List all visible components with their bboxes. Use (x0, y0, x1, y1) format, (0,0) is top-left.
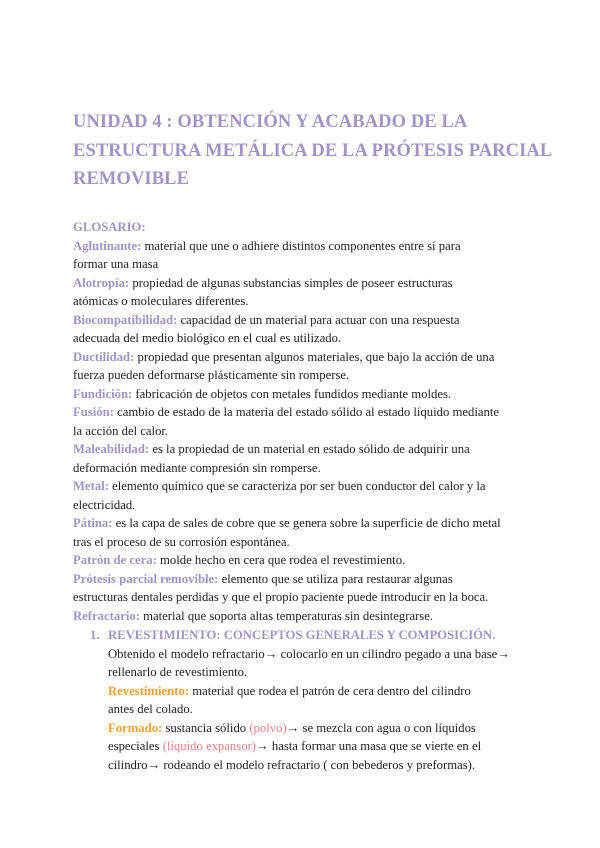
glossary-definition-cont: fuerza pueden deformarse plásticamente sin romperse. (73, 368, 350, 382)
glossary-term: Fusión: (73, 405, 114, 419)
glossary-term: Metal: (73, 479, 109, 493)
glossary-term: Pátina: (73, 516, 113, 530)
entry-line (73, 607, 543, 626)
glossary-term: Patrón de cera: (73, 553, 157, 567)
entry-line (73, 237, 543, 256)
glossary-definition: propiedad de algunas substancias simples de poseer estructuras (129, 275, 453, 290)
formado-line-3: cilindro→ rodeando el modelo refractario ( con bebederos y preformas). (108, 757, 476, 772)
formado-text: → hasta formar una masa que se vierte en el (255, 739, 482, 753)
glossary-entry-refractario (73, 607, 543, 626)
glossary-definition-cont: deformación mediante compresión sin romperse. (73, 460, 321, 475)
formado-text: especiales (108, 739, 163, 753)
unit-title-line-3: REMOVIBLE (73, 169, 190, 189)
glossary-term: Maleabilidad: (73, 442, 150, 456)
glossary-definition: propiedad que presentan algunos materiales, que bajo la acción de una (134, 349, 495, 364)
glossary-definition-cont: formar una masa (73, 257, 159, 271)
glossary-definition: elemento que se utiliza para restaurar algunas (218, 571, 453, 586)
revestimiento-definition-cont: antes del colado. (108, 702, 193, 716)
glossary-definition-cont: tras el proceso de su corrosión espontánea. (73, 534, 290, 549)
glossary-term: Refractario: (73, 608, 140, 623)
entry-line (73, 311, 543, 330)
glossary-definition: es la propiedad de un material en estado sólido de adquirir una (149, 442, 470, 456)
glossary-entry-patina (73, 514, 543, 551)
entry-line (73, 514, 543, 533)
glossary-term: Biocompatibilidad: (73, 312, 178, 327)
section-intro-line-2: rellenarlo de revestimiento. (108, 665, 248, 679)
glossary-definition-cont: atómicas o moleculares diferentes. (73, 294, 249, 308)
section-intro-line-1: Obtenido el modelo refractario→ colocarlo en un cilindro pegado a una base→ (108, 646, 510, 661)
formado-polvo: (polvo) (249, 720, 287, 735)
glossary-definition-cont: adecuada del medio biológico en el cual es utilizado. (73, 331, 342, 345)
glossary-definition-cont: electricidad. (73, 497, 136, 512)
glossary-term: Ductilidad: (73, 349, 135, 364)
formado-text: → se mezcla con agua o con líquidos (286, 720, 476, 735)
glossary (73, 218, 543, 625)
glossary-term: Prótesis parcial removible: (73, 571, 219, 586)
glossary-definition-cont: estructuras dentales perdidas y que el propio paciente puede introducir en la boca. (73, 590, 489, 604)
glossary-entry-ductilidad (73, 348, 543, 385)
formado-term: Formado: (108, 720, 163, 735)
glossary-entry-metal (73, 477, 543, 514)
formado-text: sustancia sólido (162, 720, 250, 735)
formado-line-2 (108, 737, 543, 756)
glossary-entry-patron-de-cera (73, 551, 543, 570)
section-number: 1. (90, 628, 100, 642)
entry-line (73, 440, 543, 459)
glossary-term: Alotropía: (73, 275, 130, 290)
entry-line (73, 403, 543, 422)
glossary-entry-aglutinante (73, 237, 543, 274)
section-revestimiento (73, 626, 543, 774)
glossary-definition: capacidad de un material para actuar con una respuesta (177, 312, 460, 327)
glossary-heading: GLOSARIO: (73, 220, 146, 234)
revestimiento-definition-line (108, 682, 543, 701)
glossary-definition-cont: la acción del calor. (73, 423, 169, 438)
section-heading (73, 626, 543, 645)
entry-line (73, 551, 543, 570)
unit-title-line-2: ESTRUCTURA METÁLICA DE LA PRÓTESIS PARCIAL (73, 140, 553, 161)
glossary-entry-alotropia (73, 274, 543, 311)
glossary-entry-maleabilidad (73, 440, 543, 477)
glossary-term: Aglutinante: (73, 238, 142, 253)
formado-line-1 (108, 719, 543, 738)
section-body (73, 645, 543, 775)
section-title: REVESTIMIENTO: CONCEPTOS GENERALES Y COMPOSICIÓN. (108, 628, 496, 642)
formado-liquido-expansor: (líquido expansor) (162, 739, 256, 753)
entry-line (73, 274, 543, 293)
glossary-definition: fabricación de objetos con metales fundidos mediante moldes. (132, 386, 452, 401)
entry-line (73, 348, 543, 367)
glossary-entry-biocompatibilidad (73, 311, 543, 348)
unit-title-line-1: UNIDAD 4 : OBTENCIÓN Y ACABADO DE LA (73, 112, 468, 132)
entry-line (73, 477, 543, 496)
unit-title (73, 108, 553, 194)
glossary-definition: elemento químico que se caracteriza por ser buen conductor del calor y la (108, 479, 486, 493)
entry-line (73, 570, 543, 589)
revestimiento-term: Revestimiento: (108, 683, 190, 698)
entry-line (73, 385, 543, 404)
glossary-entry-protesis-parcial-removible (73, 570, 543, 607)
glossary-definition: material que soporta altas temperaturas sin desintegrarse. (139, 608, 434, 623)
glossary-definition: material que une o adhiere distintos componentes entre sí para (141, 238, 461, 253)
glossary-definition: molde hecho en cera que rodea el revestimiento. (156, 553, 406, 567)
revestimiento-definition: material que rodea el patrón de cera dentro del cilindro (189, 683, 471, 698)
glossary-definition: cambio de estado de la materia del estado sólido al estado líquido mediante (113, 405, 499, 419)
glossary-entry-fundicion (73, 385, 543, 404)
glossary-term: Fundición: (73, 386, 133, 401)
glossary-definition: es la capa de sales de cobre que se genera sobre la superficie de dicho metal (112, 516, 501, 530)
glossary-entry-fusion (73, 403, 543, 440)
